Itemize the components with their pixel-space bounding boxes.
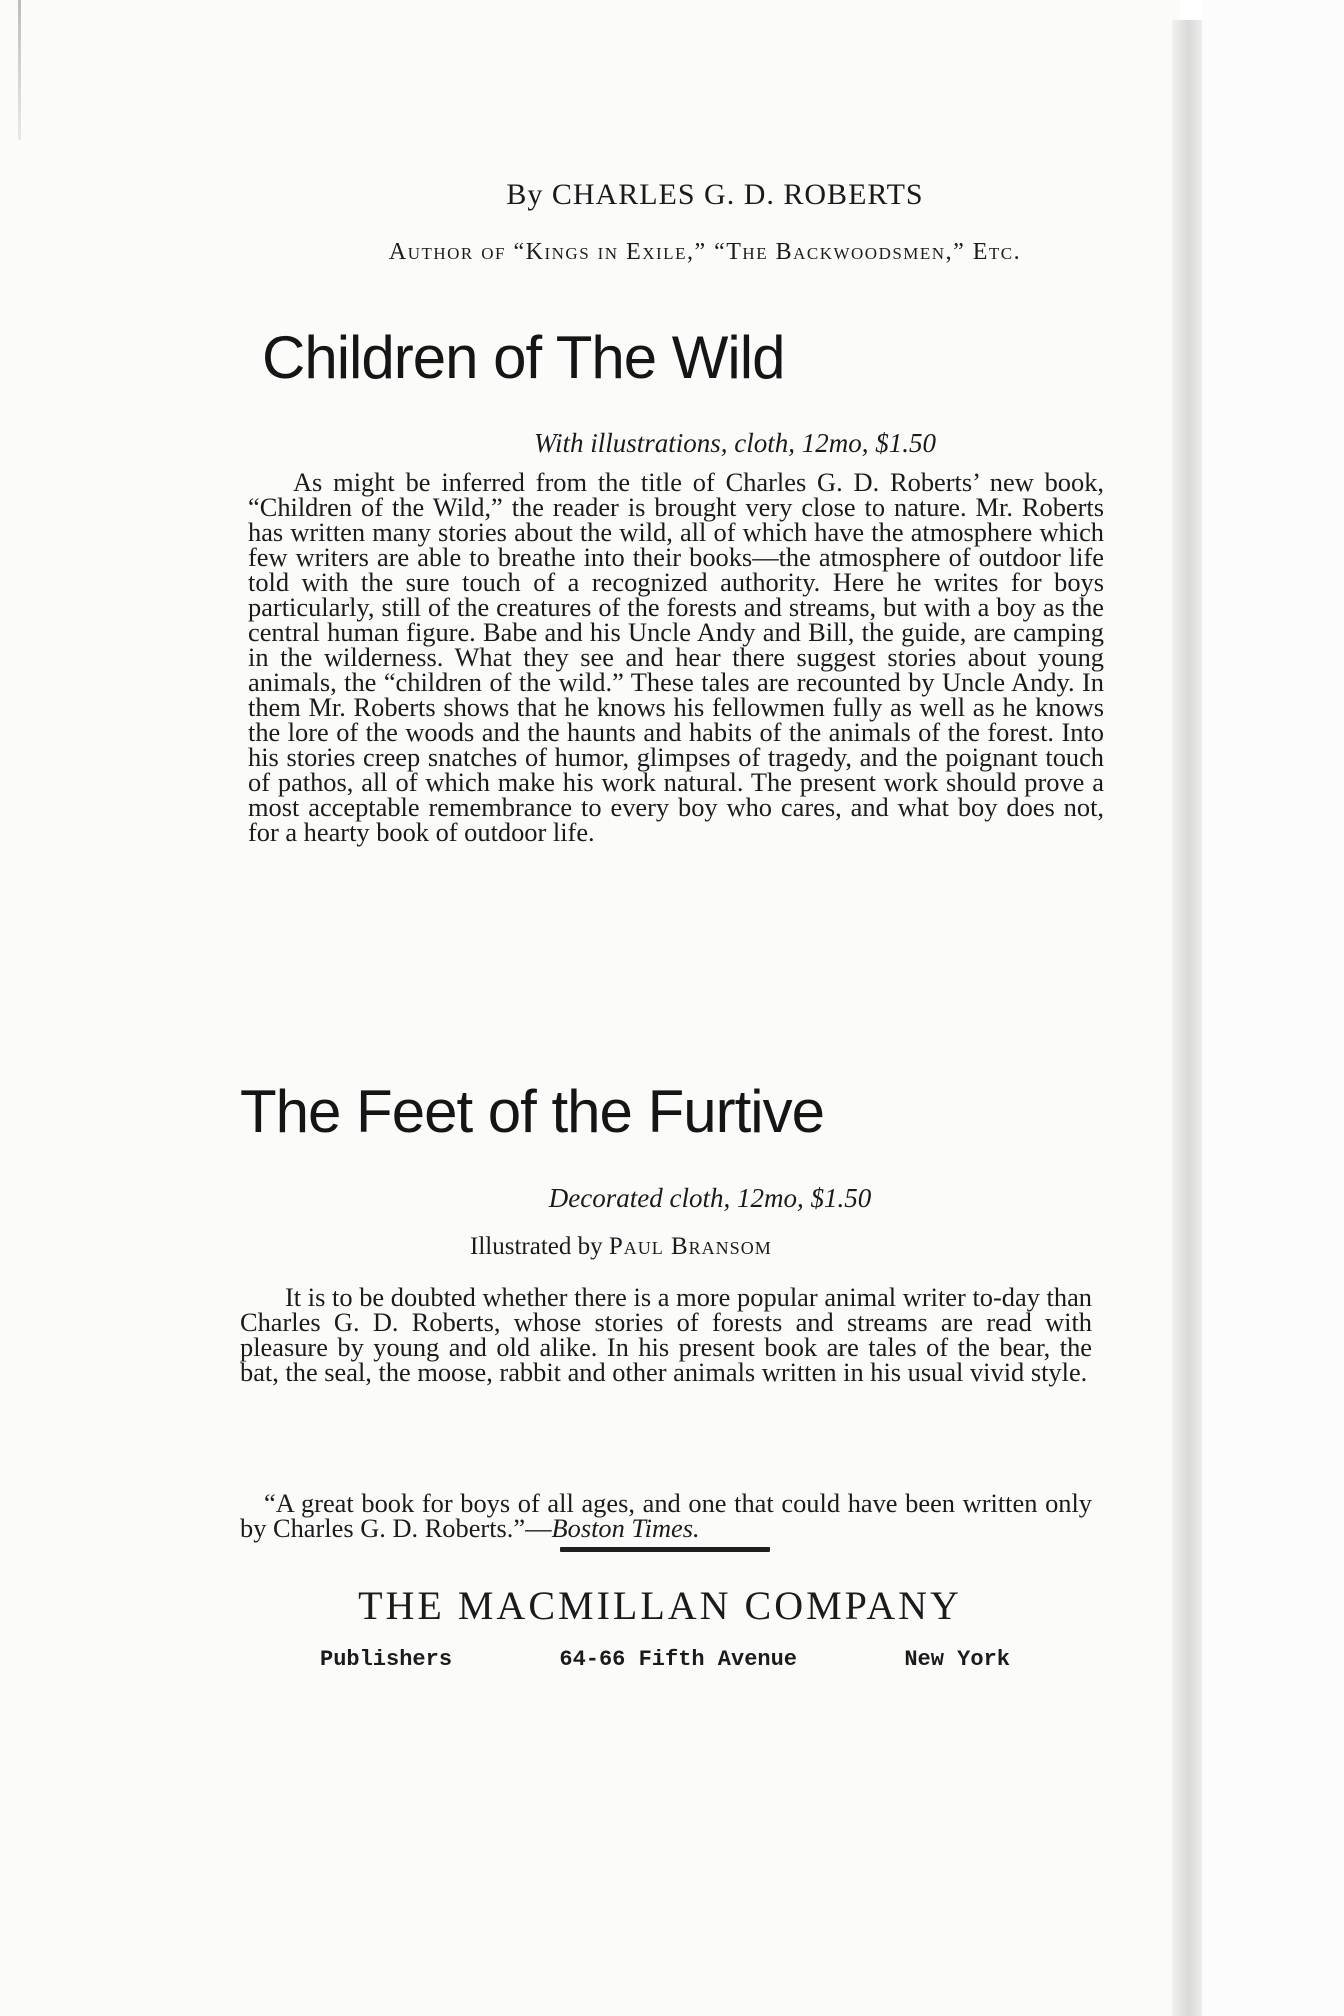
publisher-address: 64-66 Fifth Avenue [559, 1647, 798, 1672]
advertisement-content [240, 175, 1110, 1672]
review-quote-text: “A great book for boys of all ages, and one that could have been written only by Charles G. D. Roberts.”— [240, 1488, 1092, 1544]
book-title-children-of-the-wild: Children of The Wild [262, 324, 785, 391]
author-credits: Author of “Kings in Exile,” “The Backwoodsmen,” Etc. [388, 239, 1022, 265]
review-quote [240, 1488, 1092, 1544]
book-title-feet-of-the-furtive: The Feet of the Furtive [240, 1078, 824, 1145]
publisher-role: Publishers [320, 1647, 453, 1672]
publisher-details [320, 1645, 1010, 1675]
page-edge-shadow [1172, 20, 1202, 2016]
review-quote-source: Boston Times. [551, 1513, 700, 1544]
illustrator-name: Paul Bransom [608, 1233, 772, 1260]
illustrator-credit [470, 1230, 772, 1264]
book1-details: With illustrations, cloth, 12mo, $1.50 [533, 428, 937, 458]
publisher-name: THE MACMILLAN COMPANY [358, 1583, 962, 1628]
publisher-city: New York [904, 1647, 1010, 1672]
backing-sheet [1202, 0, 1344, 2016]
scan-edge-mark [18, 0, 21, 140]
illustrated-by-label: Illustrated by [470, 1233, 603, 1260]
book2-description: It is to be doubted whether there is a more popular animal writer to-day than Charles G. D. Roberts, whose stories of forests and streams are read with pleasure by young and old alike. In his present book are tales of the bear, the bat, the seal, the moose, rabbit and other animals written in his usual vivid style. [240, 1282, 1092, 1387]
section-divider [560, 1547, 770, 1552]
book1-description: As might be inferred from the title of Charles G. D. Roberts’ new book, “Children of the Wild,” the reader is brought very close to nature. Mr. Roberts has written many stories about the wild, all of which have the atmosphere which few writers are able to breathe into their books—the atmosphere of outdoor life told with the sure touch of a recognized authority. Here he writes for boys particularly, still of the creatures of the forests and streams, but with a boy as the central human figure. Babe and his Uncle Andy and Bill, the guide, are camping in the wilderness. What they see and hear there suggest stories about young animals, the “children of the wild.” These tales are recounted by Uncle Andy. In them Mr. Roberts shows that he knows his fellowmen fully as well as he knows the lore of the woods and the haunts and habits of the animals of the forest. Into his stories creep snatches of humor, glimpses of tragedy, and the poignant touch of pathos, all of which make his work natural. The present work should prove a most acceptable remembrance to every boy who cares, and what boy does not, for a hearty book of outdoor life. [248, 467, 1104, 847]
author-byline: By CHARLES G. D. ROBERTS [506, 178, 924, 211]
book2-details: Decorated cloth, 12mo, $1.50 [548, 1183, 872, 1213]
